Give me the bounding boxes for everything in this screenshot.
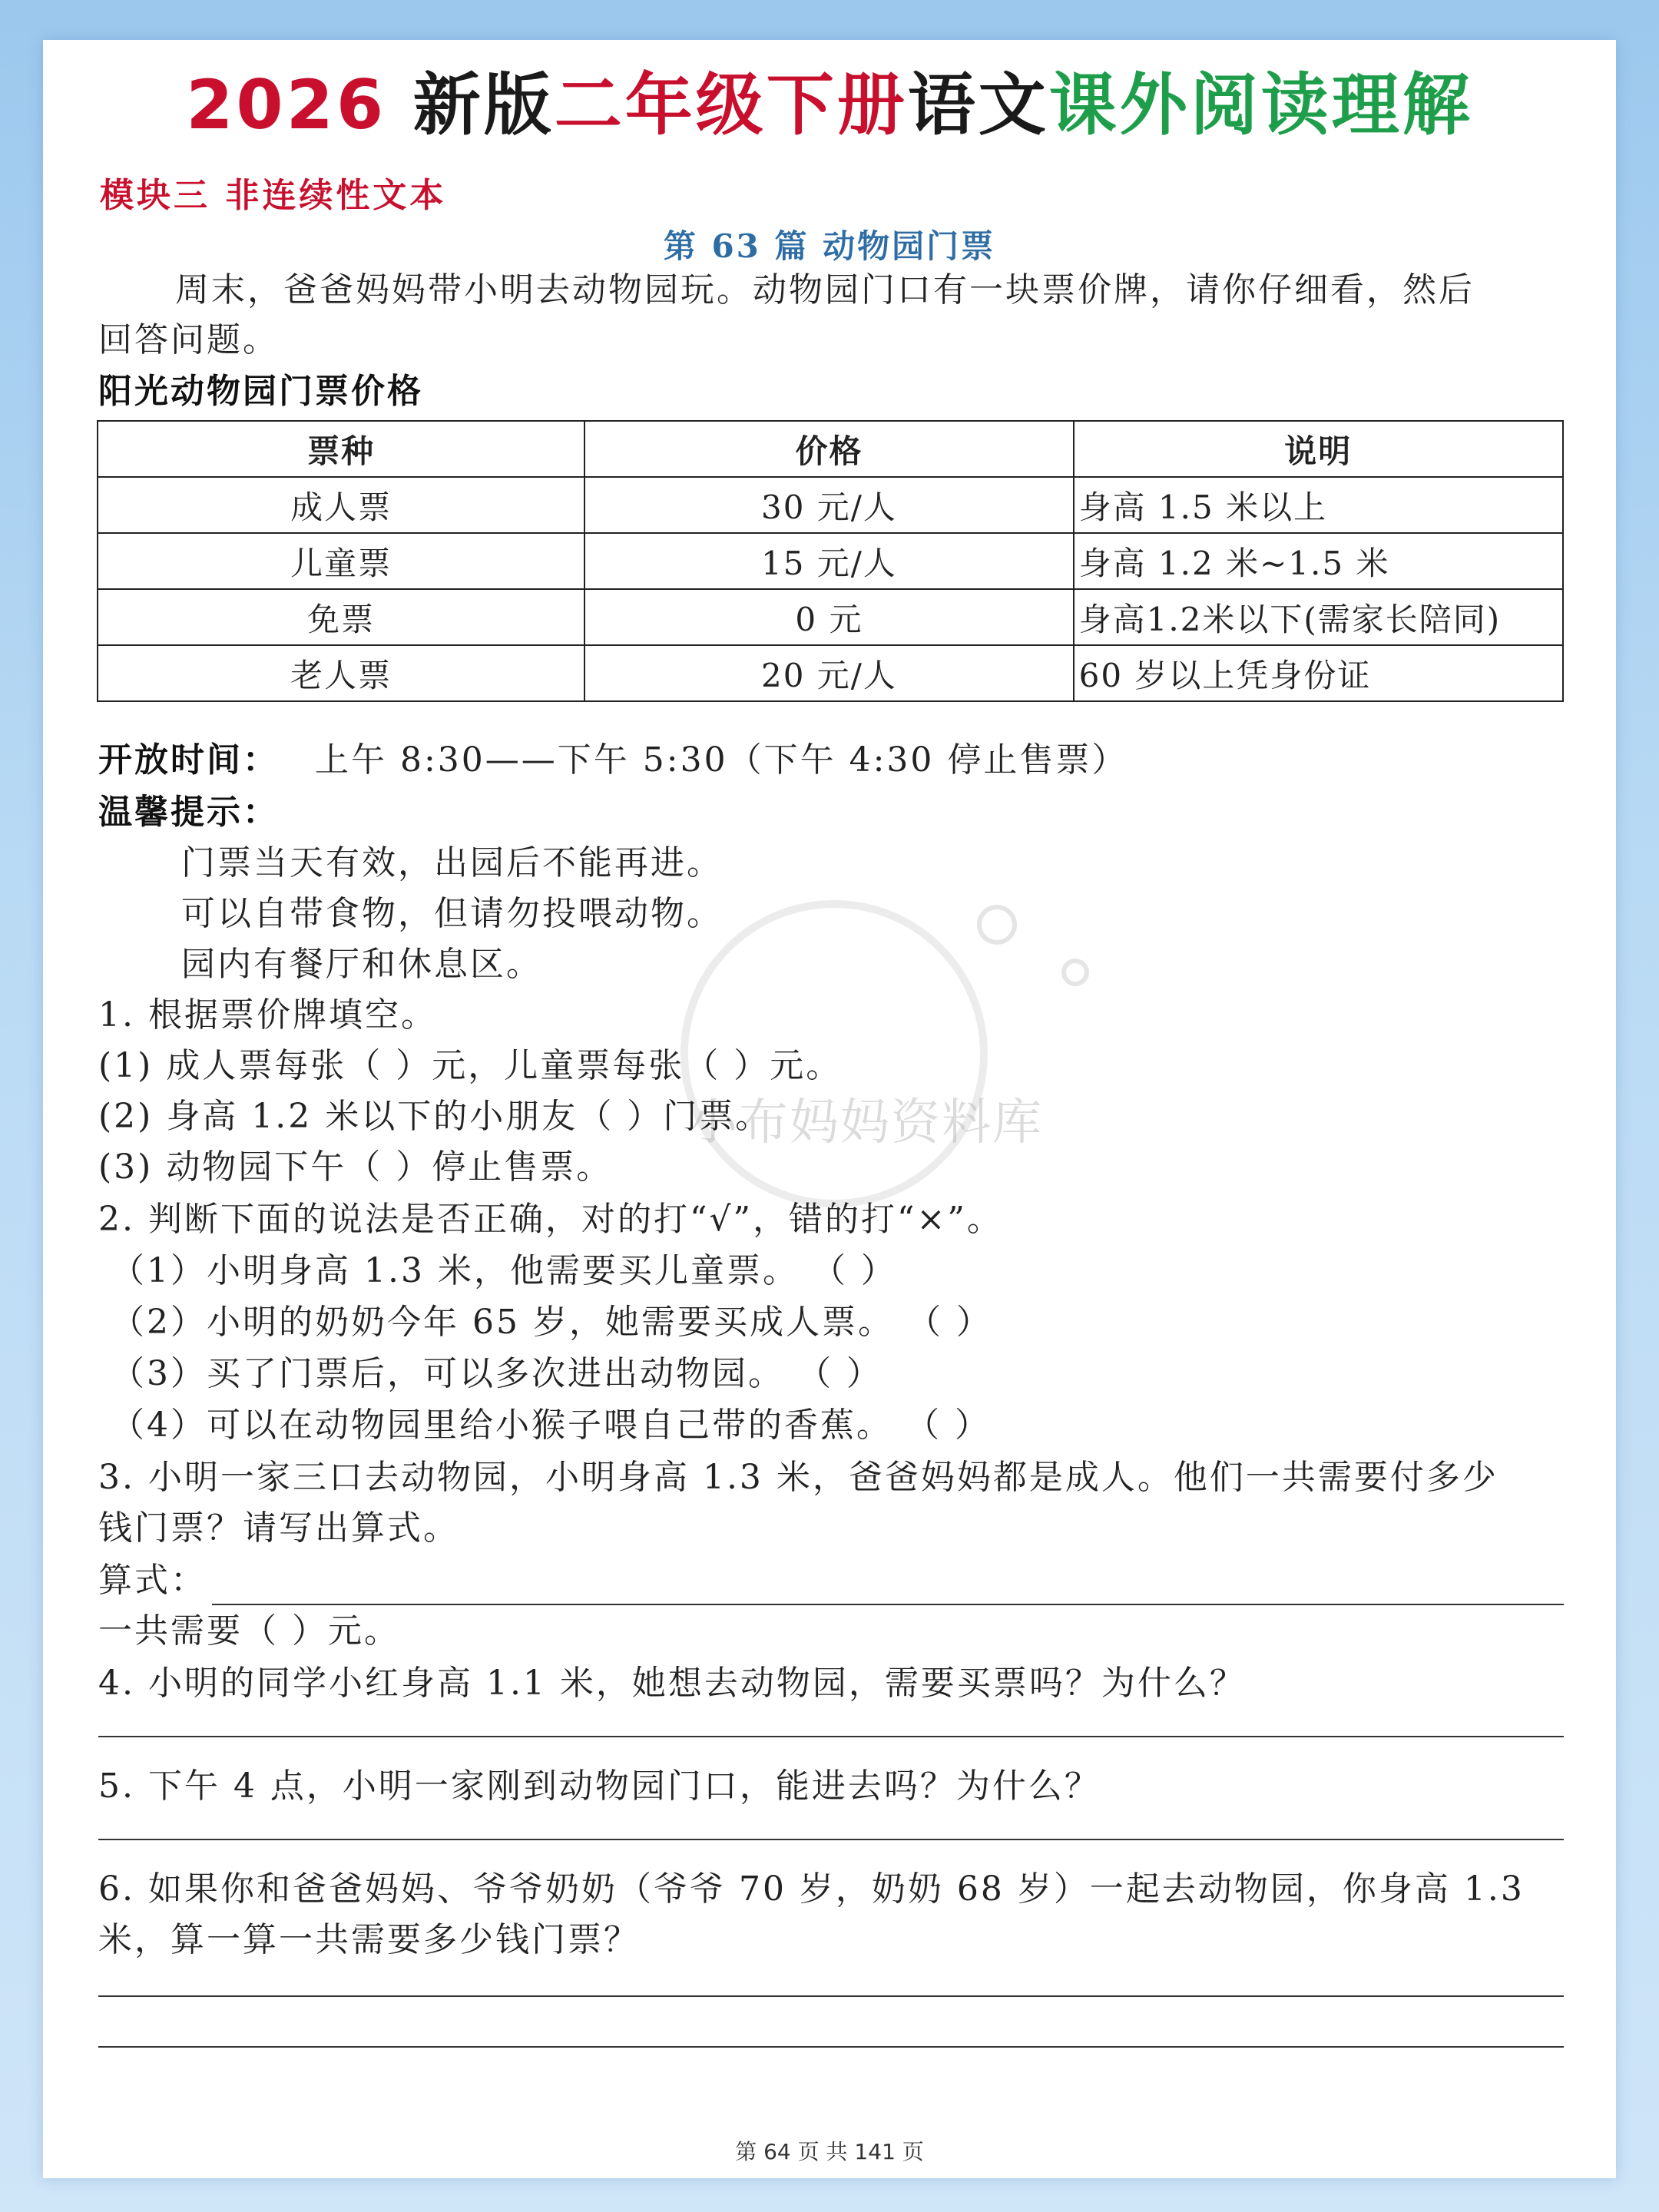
cell-type: 老人票 xyxy=(98,645,584,701)
opening-hours-value: 上午 8:30——下午 5:30（下午 4:30 停止售票） xyxy=(315,740,1128,780)
answer-line[interactable] xyxy=(98,1839,1564,1840)
watermark-bubble xyxy=(977,905,1017,945)
question-2-item: （1）小明身高 1.3 米，他需要买儿童票。 （ ） xyxy=(111,1251,897,1290)
table-row xyxy=(98,533,1563,589)
cell-note: 身高 1.2 米~1.5 米 xyxy=(1074,533,1563,589)
intro-line-1: 周末，爸爸妈妈带小明去动物园玩。动物园门口有一块票价牌，请你仔细看，然后 xyxy=(175,270,1475,310)
cell-type: 免票 xyxy=(98,589,584,645)
cell-note: 身高1.2米以下(需家长陪同) xyxy=(1074,589,1563,645)
question-2-item: （3）买了门票后，可以多次进出动物园。 （ ） xyxy=(111,1354,882,1393)
cell-price: 30 元/人 xyxy=(584,477,1073,533)
tip-item: 门票当天有效，出园后不能再进。 xyxy=(181,843,723,882)
cell-note: 身高 1.5 米以上 xyxy=(1074,477,1563,533)
question-3-line-1: 3. 小明一家三口去动物园，小明身高 1.3 米，爸爸妈妈都是成人。他们一共需要付多少 xyxy=(98,1458,1498,1497)
answer-line[interactable] xyxy=(98,1736,1564,1737)
answer-line[interactable] xyxy=(98,2046,1564,2048)
header-note: 说明 xyxy=(1074,421,1563,477)
article-title: 第 63 篇 动物园门票 xyxy=(663,227,996,265)
question-3-total: 一共需要（ ）元。 xyxy=(98,1611,400,1651)
tip-item: 园内有餐厅和休息区。 xyxy=(181,945,542,984)
tips-label: 温馨提示： xyxy=(98,793,279,832)
ticket-price-table xyxy=(97,420,1564,702)
header-price: 价格 xyxy=(584,421,1073,477)
question-4: 4. 小明的同学小红身高 1.1 米，她想去动物园，需要买票吗？为什么？ xyxy=(98,1664,1246,1703)
page-title: 2026 新版二年级下册语文课外阅读理解 xyxy=(186,65,1473,144)
tip-item: 可以自带食物，但请勿投喂动物。 xyxy=(181,894,723,933)
module-heading: 模块三 非连续性文本 xyxy=(100,176,447,215)
question-1-item: (3) 动物园下午（ ）停止售票。 xyxy=(98,1147,613,1187)
table-row xyxy=(98,645,1563,701)
question-6-line-1: 6. 如果你和爸爸妈妈、爷爷奶奶（爷爷 70 岁，奶奶 68 岁）一起去动物园，你身高 1.3 xyxy=(98,1869,1525,1909)
cell-type: 儿童票 xyxy=(98,533,584,589)
question-6-line-2: 米，算一算一共需要多少钱门票？ xyxy=(98,1920,640,1959)
question-1-item: (1) 成人票每张（ ）元，儿童票每张（ ）元。 xyxy=(98,1046,843,1085)
table-row xyxy=(98,477,1563,533)
intro-line-2: 回答问题。 xyxy=(98,320,279,359)
formula-label: 算式： xyxy=(98,1561,207,1600)
cell-note: 60 岁以上凭身份证 xyxy=(1074,645,1563,701)
cell-type: 成人票 xyxy=(98,477,584,533)
header-ticket-type: 票种 xyxy=(98,421,584,477)
question-1-title: 1. 根据票价牌填空。 xyxy=(98,995,437,1035)
cell-price: 15 元/人 xyxy=(584,533,1073,589)
page-number: 第 64 页 共 141 页 xyxy=(735,2139,924,2164)
answer-line[interactable] xyxy=(98,1995,1564,1997)
worksheet-page xyxy=(43,40,1616,2178)
watermark-text: 小布妈妈资料库 xyxy=(688,1094,1043,1151)
cell-price: 20 元/人 xyxy=(584,645,1073,701)
question-5: 5. 下午 4 点，小明一家刚到动物园门口，能进去吗？为什么？ xyxy=(98,1767,1101,1806)
opening-hours xyxy=(98,740,1128,781)
table-header-row xyxy=(98,421,1563,477)
question-2-item: （4）可以在动物园里给小猴子喂自己带的香蕉。 （ ） xyxy=(111,1406,991,1445)
watermark-bubble xyxy=(1061,959,1089,986)
question-3-line-2: 钱门票？请写出算式。 xyxy=(98,1508,459,1548)
table-row xyxy=(98,589,1563,645)
question-2-item: （2）小明的奶奶今年 65 岁，她需要买成人票。 （ ） xyxy=(111,1303,992,1342)
question-2-title: 2. 判断下面的说法是否正确，对的打“√”，错的打“×”。 xyxy=(98,1200,1003,1239)
cell-price: 0 元 xyxy=(584,589,1073,645)
opening-hours-label: 开放时间： xyxy=(98,740,279,780)
question-1-item: (2) 身高 1.2 米以下的小朋友（ ）门票。 xyxy=(98,1097,772,1136)
table-caption: 阳光动物园门票价格 xyxy=(98,372,423,411)
formula-answer-line[interactable] xyxy=(212,1604,1564,1605)
